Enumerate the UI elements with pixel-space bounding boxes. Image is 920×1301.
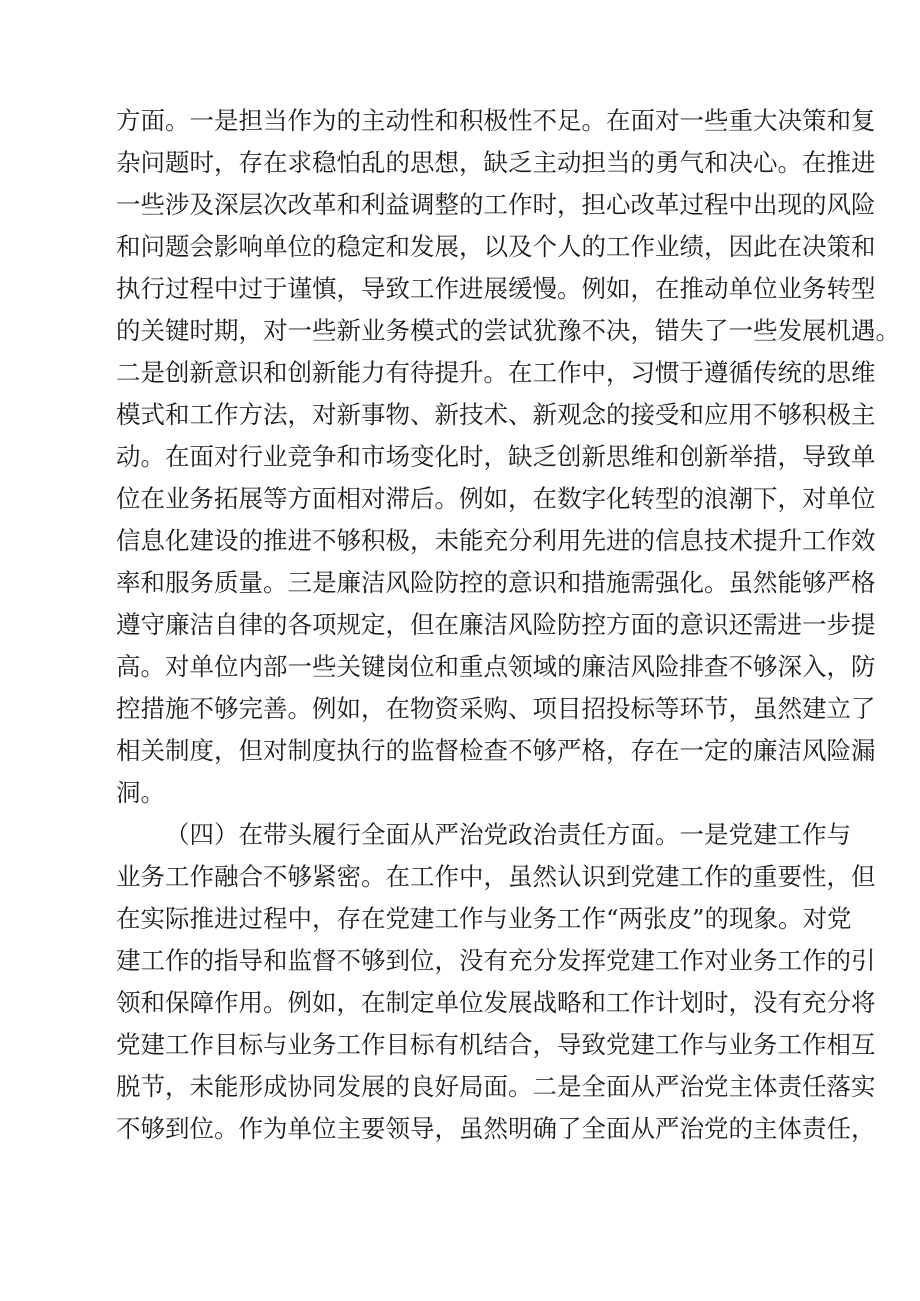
paragraph-line: 率和服务质量。三是廉洁风险防控的意识和措施需强化。虽然能够严格 — [116, 568, 876, 597]
paragraph-line: 高。对单位内部一些关键岗位和重点领域的廉洁风险排查不够深入，防 — [116, 652, 876, 681]
paragraph-line: 遵守廉洁自律的各项规定，但在廉洁风险防控方面的意识还需进一步提 — [116, 610, 876, 639]
paragraph-line: 脱节，未能形成协同发展的良好局面。二是全面从严治党主体责任落实 — [116, 1072, 876, 1101]
paragraph-line: 一些涉及深层次改革和利益调整的工作时，担心改革过程中出现的风险 — [116, 190, 876, 219]
paragraph-line: 党建工作目标与业务工作目标有机结合，导致党建工作与业务工作相互 — [116, 1030, 876, 1059]
paragraph-line: 建工作的指导和监督不够到位，没有充分发挥党建工作对业务工作的引 — [116, 946, 876, 975]
paragraph-line: 信息化建设的推进不够积极，未能充分利用先进的信息技术提升工作效 — [116, 526, 876, 555]
paragraph-line: 在实际推进过程中，存在党建工作与业务工作“两张皮”的现象。对党 — [116, 904, 852, 933]
paragraph-first-line: （四）在带头履行全面从严治党政治责任方面。一是党建工作与 — [165, 820, 851, 849]
paragraph-line: 杂问题时，存在求稳怕乱的思想，缺乏主动担当的勇气和决心。在推进 — [116, 148, 876, 177]
paragraph-line: 洞。 — [116, 778, 165, 807]
paragraph-line: 方面。一是担当作为的主动性和积极性不足。在面对一些重大决策和复 — [116, 106, 876, 135]
paragraph-line: 和问题会影响单位的稳定和发展，以及个人的工作业绩，因此在决策和 — [116, 232, 876, 261]
paragraph-line: 控措施不够完善。例如，在物资采购、项目招投标等环节，虽然建立了 — [116, 694, 876, 723]
paragraph-line: 的关键时期，对一些新业务模式的尝试犹豫不决，错失了一些发展机遇。 — [116, 316, 900, 345]
paragraph-line: 领和保障作用。例如，在制定单位发展战略和工作计划时，没有充分将 — [116, 988, 876, 1017]
paragraph-line: 模式和工作方法，对新事物、新技术、新观念的接受和应用不够积极主 — [116, 400, 876, 429]
paragraph-line: 执行过程中过于谨慎，导致工作进展缓慢。例如，在推动单位业务转型 — [116, 274, 876, 303]
paragraph-line: 二是创新意识和创新能力有待提升。在工作中，习惯于遵循传统的思维 — [116, 358, 876, 387]
paragraph-line: 位在业务拓展等方面相对滞后。例如，在数字化转型的浪潮下，对单位 — [116, 484, 876, 513]
paragraph-line: 不够到位。作为单位主要领导，虽然明确了全面从严治党的主体责任， — [116, 1114, 876, 1143]
paragraph-line: 相关制度，但对制度执行的监督检查不够严格，存在一定的廉洁风险漏 — [116, 736, 876, 765]
paragraph-line: 动。在面对行业竞争和市场变化时，缺乏创新思维和创新举措，导致单 — [116, 442, 876, 471]
paragraph-line: 业务工作融合不够紧密。在工作中，虽然认识到党建工作的重要性，但 — [116, 862, 876, 891]
